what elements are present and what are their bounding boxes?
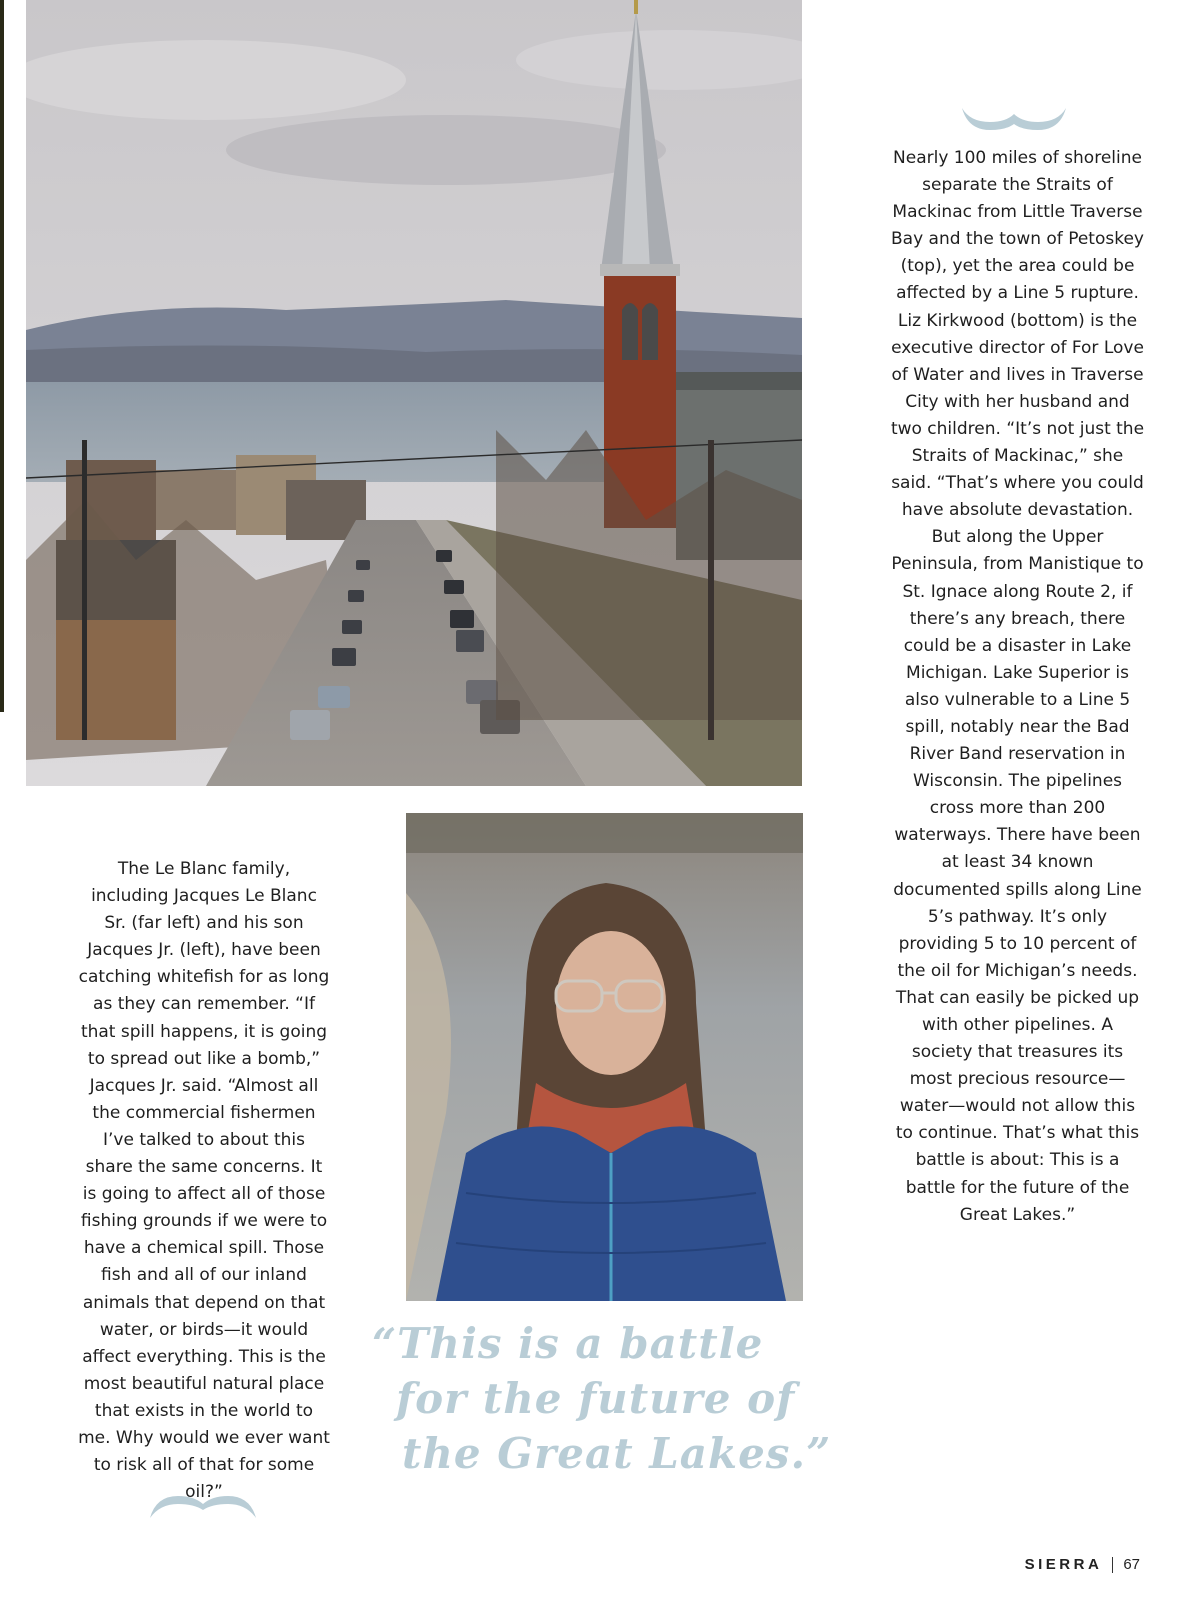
right-caption: Nearly 100 miles of shoreline separate the Straits of Mackinac from Little Traverse Bay and the town of Petoskey (top), yet the area could be affected by a Line 5 rupture. Liz Kirkwood (bottom) is the executive director of For Love of Water and lives in Traverse City with her husband and two children. “It’s not just the Straits of Mackinac,” she said. “That’s where you could have absolute devastation. But along the Upper Peninsula, from Manistique to St. Ignace along Route 2, if there’s any breach, there could be a disaster in Lake Michigan. Lake Superior is also vulnerable to a Line 5 spill, notably near the Bad River Band reservation in Wisconsin. The pipelines cross more than 200 waterways. There have been at least 34 known documented spills along Line 5’s pathway. It’s only providing 5 to 10 percent of the oil for Michigan’s needs. That can easily be picked up with other pipelines. A society that treasures its most precious resource—water—would not allow this to continue. That’s what this battle is about: This is a battle for the future of the Great Lakes.” <box>890 148 1145 1225</box>
pull-quote-line: “This is a battle <box>372 1319 764 1368</box>
page-number: 67 <box>1123 1556 1140 1573</box>
town-street-photo <box>26 0 802 786</box>
magazine-name: SIERRA <box>1024 1556 1103 1573</box>
portrait-illustration <box>406 813 803 1301</box>
page-folio <box>1025 1556 1140 1573</box>
pull-quote <box>372 1316 832 1481</box>
gutter-bar <box>0 0 4 712</box>
pull-quote-line: the Great Lakes.” <box>402 1429 832 1478</box>
portrait-photo <box>406 813 803 1301</box>
folio-divider <box>1112 1557 1113 1573</box>
town-street-illustration <box>26 0 802 786</box>
mustache-ornament-icon <box>960 104 1068 134</box>
left-caption: The Le Blanc family, including Jacques Le Blanc Sr. (far left) and his son Jacques Jr. (left), have been catching whitefish for as long as they can remember. “If that spill happens, it is going to spread out like a bomb,” Jacques Jr. said. “Almost all the commercial fishermen I’ve talked to about this share the same concerns. It is going to affect all of those fishing grounds if we were to have a chemical spill. Those fish and all of our inland animals that depend on that water, or birds—it would affect everything. This is the most beautiful natural place that exists in the world to me. Why would we ever want to risk all of that for some oil?” <box>78 859 330 1503</box>
pull-quote-line: for the future of <box>396 1374 796 1423</box>
